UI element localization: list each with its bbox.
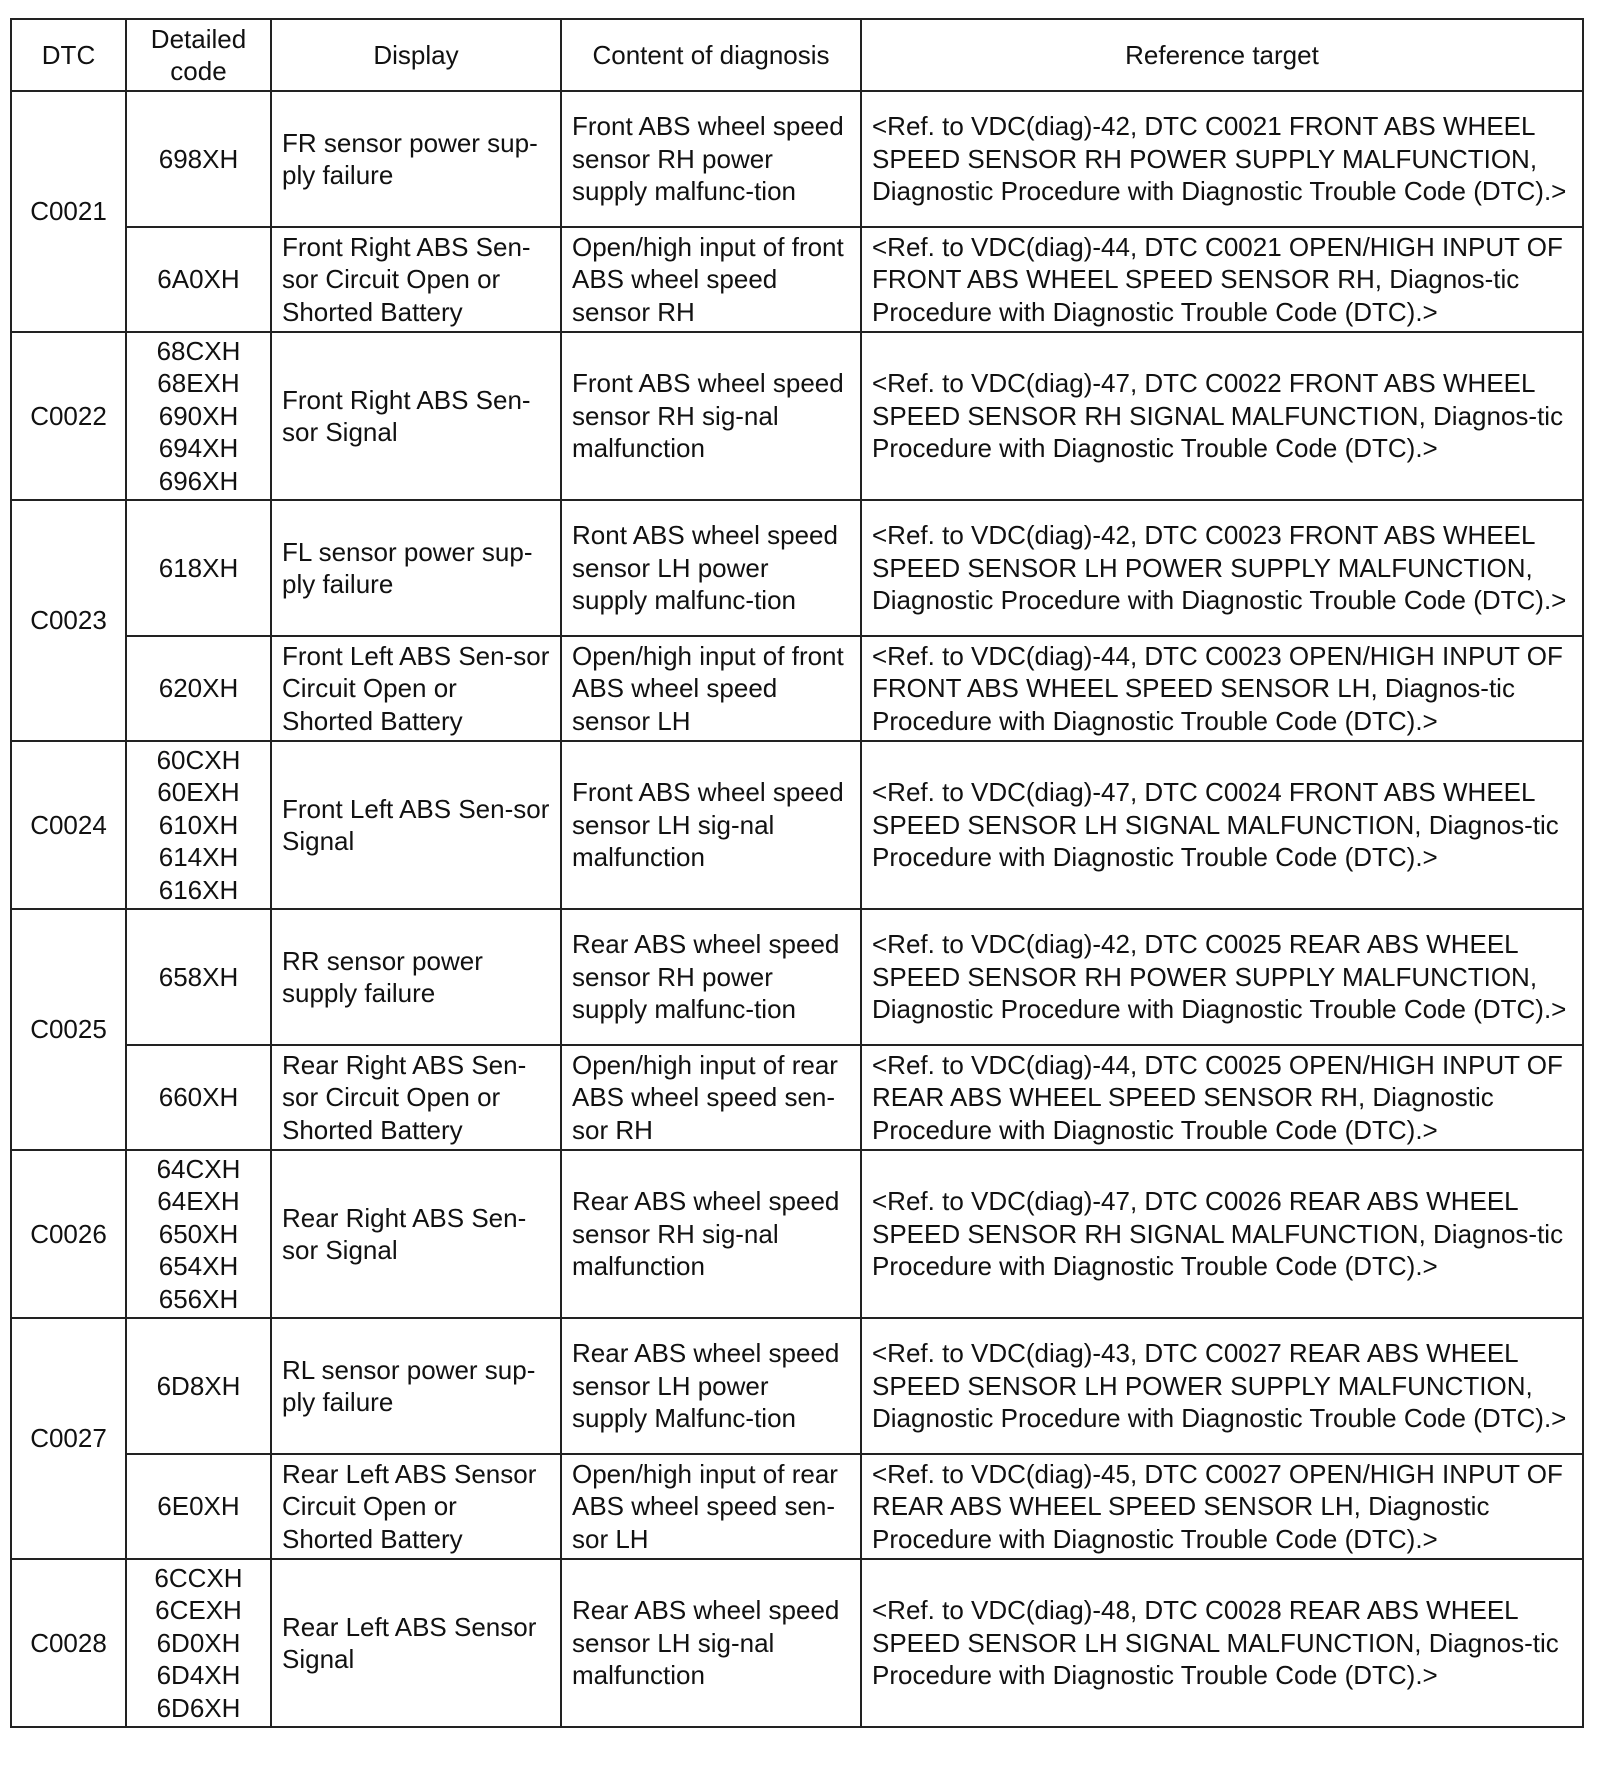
dtc-cell: C0027: [11, 1318, 126, 1559]
table-row: [11, 91, 1583, 227]
detailed-code-text: 6A0XH: [157, 264, 240, 295]
dtc-cell: C0025: [11, 909, 126, 1150]
content-cell: Front ABS wheel speed sensor RH sig-nal malfunction: [561, 332, 861, 500]
content-cell: Rear ABS wheel speed sensor RH power supply malfunc-tion: [561, 909, 861, 1045]
reference-cell: <Ref. to VDC(diag)-47, DTC C0026 REAR ABS WHEEL SPEED SENSOR RH SIGNAL MALFUNCTION, Diagnos-tic Procedure with Diagnostic Trouble Code (DTC).>: [861, 1150, 1583, 1318]
reference-cell: <Ref. to VDC(diag)-48, DTC C0028 REAR ABS WHEEL SPEED SENSOR LH SIGNAL MALFUNCTION, Diagnos-tic Procedure with Diagnostic Trouble Code (DTC).>: [861, 1559, 1583, 1727]
content-cell: Open/high input of rear ABS wheel speed sen-sor RH: [561, 1045, 861, 1150]
detailed-code-cell: [126, 500, 271, 636]
detailed-code-cell: [126, 1150, 271, 1318]
table-row: [11, 500, 1583, 636]
reference-cell: <Ref. to VDC(diag)-44, DTC C0025 OPEN/HIGH INPUT OF REAR ABS WHEEL SPEED SENSOR RH, Diagnostic Procedure with Diagnostic Trouble Code (DTC).>: [861, 1045, 1583, 1150]
detailed-code-text: 660XH: [158, 1082, 239, 1113]
detailed-code-text: 618XH: [158, 552, 239, 583]
reference-cell: <Ref. to VDC(diag)-47, DTC C0024 FRONT ABS WHEEL SPEED SENSOR LH SIGNAL MALFUNCTION, Diagnos-tic Procedure with Diagnostic Trouble Code (DTC).>: [861, 741, 1583, 909]
content-cell: Rear ABS wheel speed sensor RH sig-nal malfunction: [561, 1150, 861, 1318]
reference-cell: <Ref. to VDC(diag)-42, DTC C0025 REAR ABS WHEEL SPEED SENSOR RH POWER SUPPLY MALFUNCTION, Diagnostic Procedure with Diagnostic Trouble Code (DTC).>: [861, 909, 1583, 1045]
reference-cell: <Ref. to VDC(diag)-42, DTC C0023 FRONT ABS WHEEL SPEED SENSOR LH POWER SUPPLY MALFUNCTION, Diagnostic Procedure with Diagnostic Trouble Code (DTC).>: [861, 500, 1583, 636]
reference-cell: <Ref. to VDC(diag)-42, DTC C0021 FRONT ABS WHEEL SPEED SENSOR RH POWER SUPPLY MALFUNCTION, Diagnostic Procedure with Diagnostic Trouble Code (DTC).>: [861, 91, 1583, 227]
reference-cell: <Ref. to VDC(diag)-44, DTC C0021 OPEN/HIGH INPUT OF FRONT ABS WHEEL SPEED SENSOR RH, Diagnos-tic Procedure with Diagnostic Trouble Code (DTC).>: [861, 227, 1583, 332]
display-cell: Front Right ABS Sen-sor Signal: [271, 332, 561, 500]
display-cell: Front Left ABS Sen-sor Signal: [271, 741, 561, 909]
display-cell: Rear Left ABS Sensor Signal: [271, 1559, 561, 1727]
display-cell: Rear Right ABS Sen-sor Signal: [271, 1150, 561, 1318]
header-display: Display: [271, 19, 561, 91]
detailed-code-cell: [126, 91, 271, 227]
display-cell: Front Right ABS Sen-sor Circuit Open or Shorted Battery: [271, 227, 561, 332]
dtc-table-container: [10, 18, 1582, 1728]
detailed-code-cell: [126, 1045, 271, 1150]
table-row: [11, 1045, 1583, 1150]
dtc-cell: C0023: [11, 500, 126, 741]
table-row: [11, 1150, 1583, 1318]
table-row: [11, 1454, 1583, 1559]
display-cell: RR sensor power supply failure: [271, 909, 561, 1045]
content-cell: Ront ABS wheel speed sensor LH power supply malfunc-tion: [561, 500, 861, 636]
content-cell: Front ABS wheel speed sensor RH power supply malfunc-tion: [561, 91, 861, 227]
reference-cell: <Ref. to VDC(diag)-45, DTC C0027 OPEN/HIGH INPUT OF REAR ABS WHEEL SPEED SENSOR LH, Diagnostic Procedure with Diagnostic Trouble Code (DTC).>: [861, 1454, 1583, 1559]
table-row: [11, 1559, 1583, 1727]
detailed-code-cell: [126, 1318, 271, 1454]
reference-cell: <Ref. to VDC(diag)-44, DTC C0023 OPEN/HIGH INPUT OF FRONT ABS WHEEL SPEED SENSOR LH, Diagnos-tic Procedure with Diagnostic Trouble Code (DTC).>: [861, 636, 1583, 741]
content-cell: Rear ABS wheel speed sensor LH power supply Malfunc-tion: [561, 1318, 861, 1454]
table-row: [11, 636, 1583, 741]
table-row: [11, 1318, 1583, 1454]
detailed-code-text: 6D8XH: [156, 1370, 241, 1401]
display-cell: FL sensor power sup-ply failure: [271, 500, 561, 636]
header-detailed-code-label: Detailed code: [150, 23, 247, 86]
display-cell: RL sensor power sup-ply failure: [271, 1318, 561, 1454]
table-row: [11, 741, 1583, 909]
content-cell: Open/high input of rear ABS wheel speed sen-sor LH: [561, 1454, 861, 1559]
header-reference: Reference target: [861, 19, 1583, 91]
header-row: [11, 19, 1583, 91]
display-cell: Rear Left ABS Sensor Circuit Open or Shorted Battery: [271, 1454, 561, 1559]
detailed-code-text: 6CCXH 6CEXH 6D0XH 6D4XH 6D6XH: [154, 1562, 243, 1723]
reference-cell: <Ref. to VDC(diag)-47, DTC C0022 FRONT ABS WHEEL SPEED SENSOR RH SIGNAL MALFUNCTION, Diagnos-tic Procedure with Diagnostic Trouble Code (DTC).>: [861, 332, 1583, 500]
header-detailed-code: [126, 19, 271, 91]
dtc-cell: C0028: [11, 1559, 126, 1727]
table-row: [11, 909, 1583, 1045]
dtc-cell: C0022: [11, 332, 126, 500]
content-cell: Rear ABS wheel speed sensor LH sig-nal malfunction: [561, 1559, 861, 1727]
detailed-code-cell: [126, 1559, 271, 1727]
detailed-code-cell: [126, 1454, 271, 1559]
dtc-table: [10, 18, 1584, 1728]
display-cell: FR sensor power sup-ply failure: [271, 91, 561, 227]
reference-cell: <Ref. to VDC(diag)-43, DTC C0027 REAR ABS WHEEL SPEED SENSOR LH POWER SUPPLY MALFUNCTION, Diagnostic Procedure with Diagnostic Trouble Code (DTC).>: [861, 1318, 1583, 1454]
detailed-code-cell: [126, 909, 271, 1045]
detailed-code-cell: [126, 332, 271, 500]
detailed-code-text: 620XH: [158, 673, 239, 704]
detailed-code-cell: [126, 741, 271, 909]
content-cell: Open/high input of front ABS wheel speed sensor LH: [561, 636, 861, 741]
header-dtc: DTC: [11, 19, 126, 91]
detailed-code-text: 60CXH 60EXH 610XH 614XH 616XH: [156, 744, 241, 905]
detailed-code-text: 658XH: [158, 961, 239, 992]
detailed-code-text: 6E0XH: [157, 1491, 240, 1522]
detailed-code-cell: [126, 227, 271, 332]
detailed-code-text: 68CXH 68EXH 690XH 694XH 696XH: [156, 335, 241, 496]
dtc-cell: C0021: [11, 91, 126, 332]
detailed-code-cell: [126, 636, 271, 741]
content-cell: Front ABS wheel speed sensor LH sig-nal malfunction: [561, 741, 861, 909]
dtc-cell: C0024: [11, 741, 126, 909]
header-content: Content of diagnosis: [561, 19, 861, 91]
detailed-code-text: 698XH: [158, 143, 239, 174]
display-cell: Rear Right ABS Sen-sor Circuit Open or Shorted Battery: [271, 1045, 561, 1150]
detailed-code-text: 64CXH 64EXH 650XH 654XH 656XH: [156, 1153, 241, 1314]
dtc-cell: C0026: [11, 1150, 126, 1318]
table-row: [11, 227, 1583, 332]
table-row: [11, 332, 1583, 500]
display-cell: Front Left ABS Sen-sor Circuit Open or Shorted Battery: [271, 636, 561, 741]
content-cell: Open/high input of front ABS wheel speed sensor RH: [561, 227, 861, 332]
